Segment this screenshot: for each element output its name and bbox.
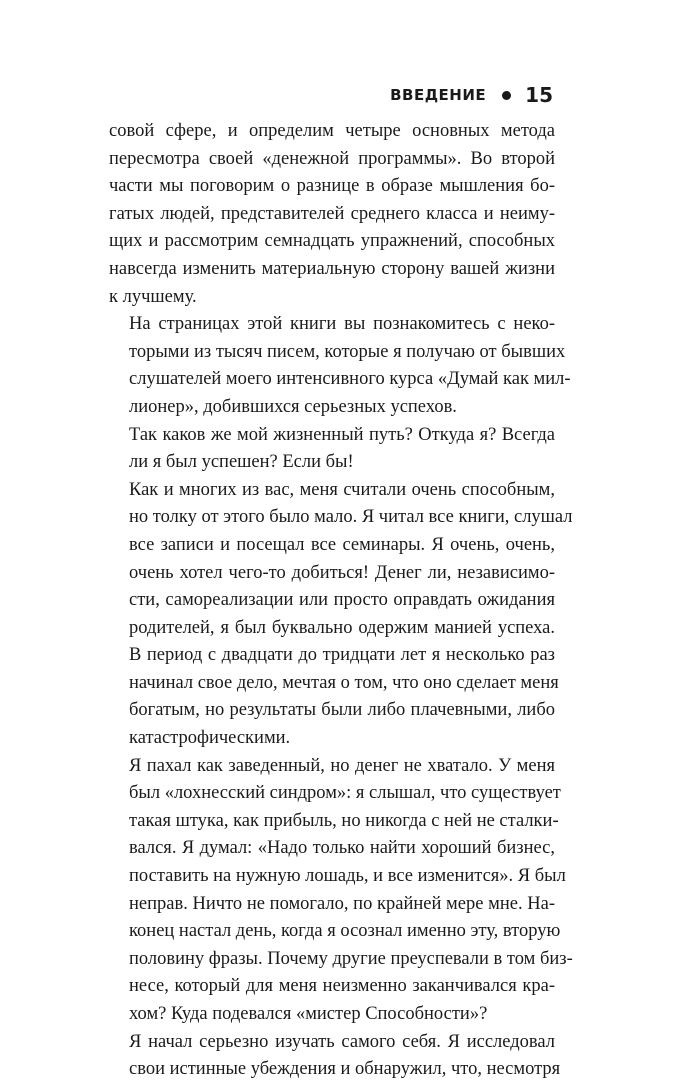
running-header xyxy=(390,83,553,107)
text-line: хом? Куда подевался «мистер Способности»? xyxy=(129,1004,488,1024)
text-line: Так каков же мой жизненный путь? Откуда я? Всегда xyxy=(129,424,555,445)
paragraph xyxy=(109,477,573,753)
paragraph xyxy=(109,753,573,1029)
page-number: 15 xyxy=(525,83,553,107)
paragraph xyxy=(109,422,555,477)
text-line: вался. Я думал: «Надо только найти хороший бизнес, xyxy=(129,838,555,859)
text-line: ли я был успешен? Если бы! xyxy=(129,452,354,473)
text-line: богатым, но результаты были либо плачевными, либо xyxy=(129,700,555,721)
text-line: был «лохнесский синдром»: я слышал, что существует xyxy=(129,783,561,804)
text-line: катастрофическими. xyxy=(129,728,291,749)
section-title: ВВЕДЕНИЕ xyxy=(390,86,487,104)
text-line: совой сфере, и определим четыре основных метода xyxy=(109,121,555,141)
text-line: к лучшему. xyxy=(109,286,197,307)
bullet-separator-icon xyxy=(502,91,511,100)
text-line: слушателей моего интенсивного курса «Думай как мил- xyxy=(129,369,571,390)
text-line: Как и многих из вас, меня считали очень способным, xyxy=(129,479,555,500)
text-line: конец настал день, когда я осознал именно эту, вторую xyxy=(129,921,561,942)
text-line: неправ. Ничто не помогало, по крайней мере мне. На- xyxy=(129,893,555,914)
text-line: половину фразы. Почему другие преуспевали в том биз- xyxy=(129,948,573,969)
text-line: лионер», добившихся серьезных успехов. xyxy=(129,396,457,417)
text-line: На страницах этой книги вы познакомитесь с неко- xyxy=(129,314,555,335)
text-line: части мы поговорим о разнице в образе мышления бо- xyxy=(109,176,555,197)
text-line: сти, самореализации или просто оправдать ожидания xyxy=(129,590,555,611)
text-line: свои истинные убеждения и обнаружил, что, несмотря xyxy=(129,1059,561,1080)
text-line: несе, который для меня неизменно заканчивался кра- xyxy=(129,976,555,997)
text-line: гатых людей, представителей среднего класса и неиму- xyxy=(109,203,555,224)
text-line: навсегда изменить материальную сторону вашей жизни xyxy=(109,258,555,279)
body-text xyxy=(109,118,573,1084)
text-line: поставить на нужную лошадь, и все изменится». Я был xyxy=(129,866,566,887)
text-line: родителей, я был буквально одержим манией успеха. xyxy=(129,617,555,638)
text-line: все записи и посещал все семинары. Я очень, очень, xyxy=(129,534,555,555)
paragraph xyxy=(109,311,571,421)
text-line: начинал свое дело, мечтая о том, что оно сделает меня xyxy=(129,672,559,693)
paragraph xyxy=(109,118,555,311)
paragraph xyxy=(109,1029,561,1084)
text-line: Я пахал как заведенный, но денег не хватало. У меня xyxy=(129,755,555,776)
text-line: очень хотел чего-то добиться! Денег ли, независимо- xyxy=(129,562,555,583)
text-line: щих и рассмотрим семнадцать упражнений, способных xyxy=(109,231,555,252)
text-line: торыми из тысяч писем, которые я получаю от бывших xyxy=(129,341,566,362)
text-line: Я начал серьезно изучать самого себя. Я исследовал xyxy=(129,1031,555,1052)
text-line: но толку от этого было мало. Я читал все книги, слушал xyxy=(129,507,573,528)
text-line: пересмотра своей «денежной программы». Во второй xyxy=(109,148,555,169)
text-line: такая штука, как прибыль, но никогда с ней не сталки- xyxy=(129,810,559,831)
text-line: В период с двадцати до тридцати лет я несколько раз xyxy=(129,645,555,666)
